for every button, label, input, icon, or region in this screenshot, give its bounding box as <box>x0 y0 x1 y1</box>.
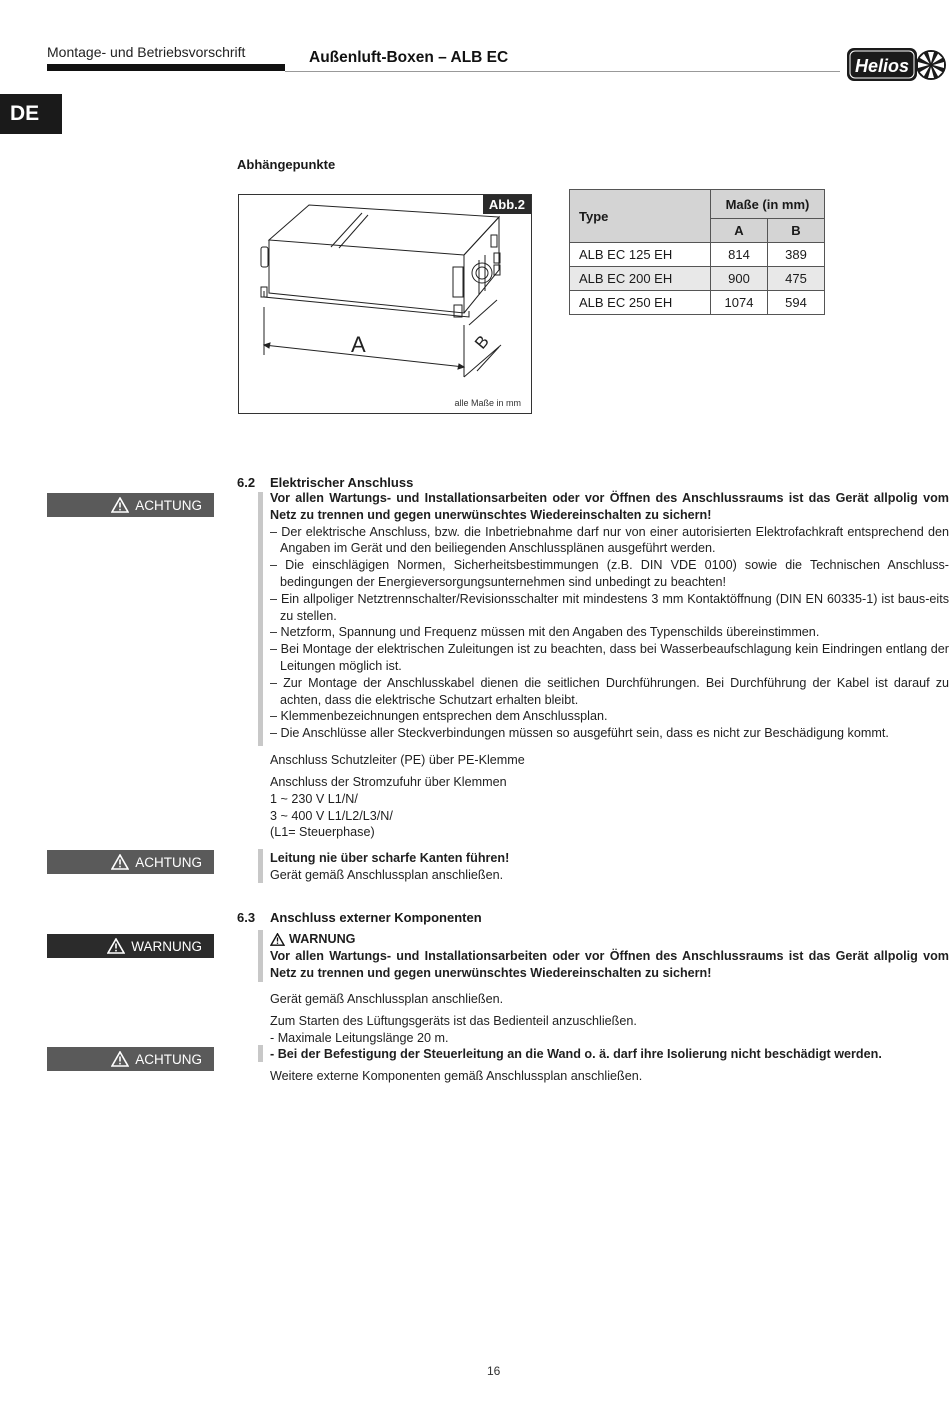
margin-bar <box>258 1045 263 1062</box>
warning-triangle-icon <box>107 938 125 954</box>
cell-type: ALB EC 250 EH <box>570 291 711 315</box>
cable-note-text: Gerät gemäß Anschlussplan anschließen. <box>270 867 504 882</box>
dim-a-label: A <box>351 332 366 357</box>
achtung-badge <box>47 1047 214 1071</box>
dim-b-label: B <box>471 331 493 353</box>
cell-b: 475 <box>768 267 825 291</box>
cable-note <box>270 850 949 884</box>
header-rule <box>285 71 840 72</box>
achtung-label: ACHTUNG <box>135 497 202 513</box>
achtung-label: ACHTUNG <box>135 854 202 870</box>
supply-line: 1 ~ 230 V L1/N/ <box>270 791 358 806</box>
warnung-badge <box>47 934 214 958</box>
section-6-2-number: 6.2 <box>237 475 256 490</box>
margin-bar <box>258 930 263 982</box>
list-item: – Netzform, Spannung und Frequenz müssen mit den Angaben des Typenschilds übereinstimmen. <box>270 625 820 640</box>
warning-triangle-icon <box>111 1051 129 1067</box>
supply-line: (L1= Steuerphase) <box>270 825 375 840</box>
warning-text: Vor allen Wartungs- und Installationsarbeiten oder vor Öffnen des Anschlussraums ist das Gerät allpolig vom Netz zu trennen und gegen unerwünschtes Wiedereinschalten zu sichern! <box>270 948 949 980</box>
helios-logo <box>846 47 946 83</box>
page-number: 16 <box>487 1364 501 1378</box>
suspension-heading: Abhängepunkte <box>237 157 336 172</box>
section-6-3-number: 6.3 <box>237 910 256 925</box>
col-group-header: Maße (in mm) <box>711 190 825 219</box>
table-row <box>570 243 825 267</box>
connect-line: Gerät gemäß Anschlussplan anschließen. <box>270 992 504 1006</box>
col-type-header: Type <box>570 190 711 243</box>
list-item: – Zur Montage der Anschlusskabel dienen die seitlichen Durchführungen. Bei Durchführung der Kabel ist darauf zu achten, dass die elektrische Schutzart erhalten bleibt. <box>270 675 949 707</box>
logo-text: Helios <box>854 56 910 76</box>
section-6-2-body <box>270 490 949 742</box>
achtung-label: ACHTUNG <box>135 1051 202 1067</box>
achtung-badge <box>47 493 214 517</box>
list-item: – Die Anschlüsse aller Steckverbindungen müssen so ausgeführt sein, dass es nicht zur Beschädigung kommt. <box>270 726 889 741</box>
warning-text: Vor allen Wartungs- und Installationsarbeiten oder vor Öffnen des Anschlussraums ist das Gerät allpolig vom Netz zu trennen und gegen unerwünschtes Wiedereinschalten zu sichern! <box>270 491 949 522</box>
cell-a: 1074 <box>711 291 768 315</box>
warning-triangle-icon <box>111 854 129 870</box>
figure-label: Abb.2 <box>483 195 531 214</box>
warning-triangle-icon <box>270 933 285 946</box>
section-6-3-title: Anschluss externer Komponenten <box>270 910 482 925</box>
warnung-label: WARNUNG <box>131 938 202 954</box>
figure-note: alle Maße in mm <box>454 398 521 408</box>
warn-heading <box>270 931 949 948</box>
supply-line: Anschluss der Stromzufuhr über Klemmen <box>270 775 507 789</box>
dimensions-table <box>569 189 825 315</box>
col-b-header: B <box>768 219 825 243</box>
section-6-2-title: Elektrischer Anschluss <box>270 475 414 490</box>
cell-a: 814 <box>711 243 768 267</box>
margin-bar <box>258 492 263 746</box>
cell-b: 389 <box>768 243 825 267</box>
warning-triangle-icon <box>111 497 129 513</box>
pe-connection: Anschluss Schutzleiter (PE) über PE-Klemme <box>270 753 525 767</box>
list-item: – Klemmenbezeichnungen entsprechen dem Anschlussplan. <box>270 709 608 724</box>
table-row <box>570 291 825 315</box>
language-tab: DE <box>0 94 62 134</box>
max-length-line: - Maximale Leitungslänge 20 m. <box>270 1031 449 1045</box>
unit-drawing <box>239 195 531 413</box>
insulation-warning: - Bei der Befestigung der Steuerleitung an die Wand o. ä. darf ihre Isolierung nicht beschädigt werden. <box>270 1047 882 1061</box>
document-title: Außenluft-Boxen – ALB EC <box>309 49 509 66</box>
warn-heading-text: WARNUNG <box>289 932 356 946</box>
section-6-3-warning <box>270 931 949 981</box>
col-a-header: A <box>711 219 768 243</box>
supply-line: 3 ~ 400 V L1/L2/L3/N/ <box>270 808 393 823</box>
cell-a: 900 <box>711 267 768 291</box>
table-row <box>570 267 825 291</box>
list-item: – Bei Montage der elektrischen Zuleitungen ist zu beachten, dass bei Wasserbeaufschlagung kein Eindringen entlang der Leitungen möglich ist. <box>270 642 949 673</box>
document-type: Montage- und Betriebsvorschrift <box>47 44 246 60</box>
control-panel-line: Zum Starten des Lüftungsgeräts ist das Bedienteil anzuschließen. <box>270 1014 637 1028</box>
figure-abb2 <box>238 194 532 414</box>
achtung-badge <box>47 850 214 874</box>
margin-bar <box>258 849 263 883</box>
cable-note-bold: Leitung nie über scharfe Kanten führen! <box>270 851 510 865</box>
external-components-line: Weitere externe Komponenten gemäß Anschlussplan anschließen. <box>270 1069 643 1083</box>
list-item: – Die einschlägigen Normen, Sicherheitsbestimmungen (z.B. DIN VDE 0100) sowie die Technischen Anschluss-bedingungen der Energieversorgungsunternehmen sind unbedingt zu beachten! <box>270 558 949 589</box>
list-item: – Ein allpoliger Netztrennschalter/Revisionsschalter mit mindestens 3 mm Kontaktöffnung (DIN EN 60335-1) ist baus-eits zu stellen. <box>270 591 949 623</box>
cell-b: 594 <box>768 291 825 315</box>
cell-type: ALB EC 200 EH <box>570 267 711 291</box>
supply-connection <box>270 774 949 841</box>
header-bar <box>47 64 285 71</box>
cell-type: ALB EC 125 EH <box>570 243 711 267</box>
list-item: – Der elektrische Anschluss, bzw. die Inbetriebnahme darf nur von einer autorisierten Elektrofachkraft entsprechend den Angaben im Gerät und den beiliegenden Anschlussplänen ausgeführt werden. <box>270 524 949 556</box>
